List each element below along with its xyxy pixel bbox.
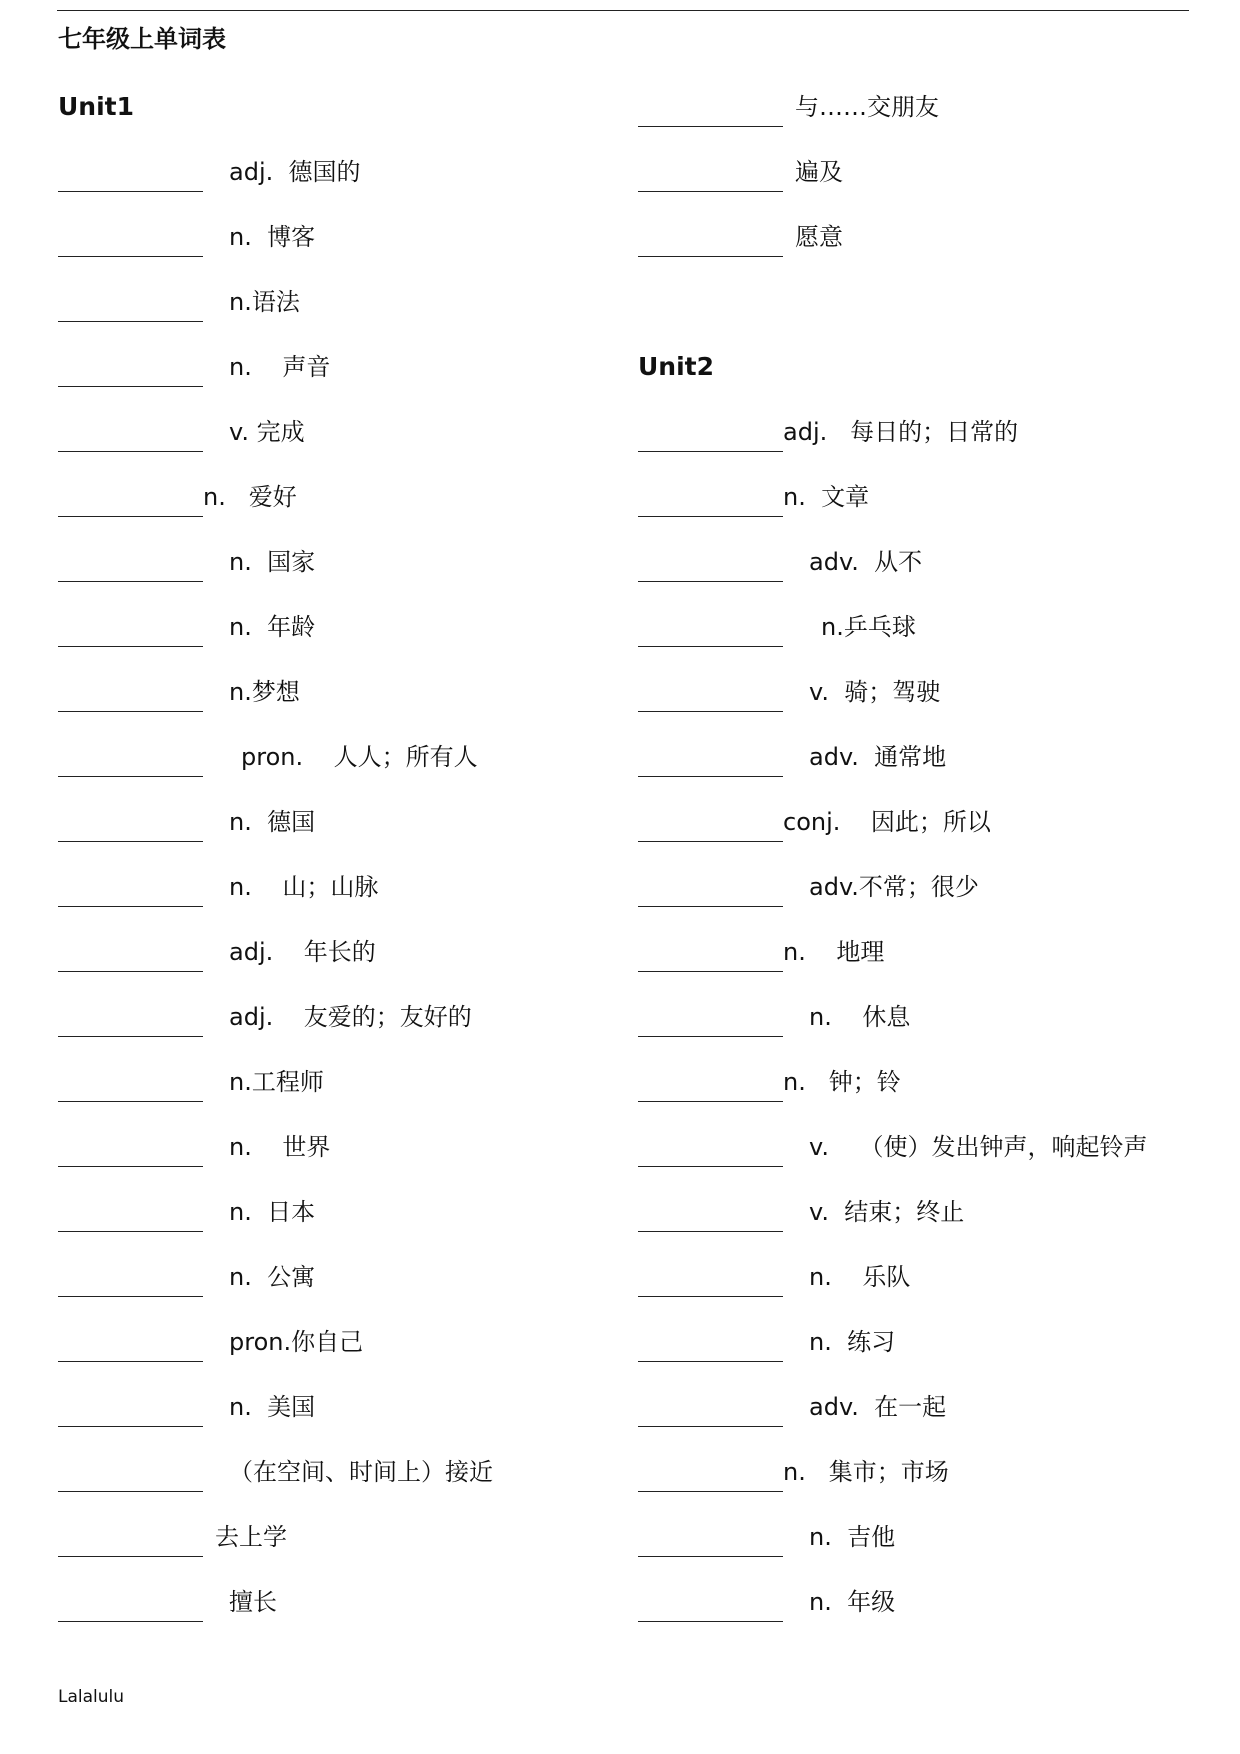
answer-blank[interactable] xyxy=(58,163,203,192)
answer-blank[interactable] xyxy=(638,683,783,712)
vocab-row xyxy=(58,1374,618,1439)
answer-blank[interactable] xyxy=(638,1463,783,1492)
answer-blank[interactable] xyxy=(58,1333,203,1362)
answer-blank[interactable] xyxy=(58,228,203,257)
word-meaning: adj. 每日的；日常的 xyxy=(783,417,1019,446)
vocab-row xyxy=(638,399,1198,464)
answer-blank[interactable] xyxy=(58,748,203,777)
vocab-row xyxy=(58,399,618,464)
vocab-row xyxy=(638,1439,1198,1504)
vocab-row xyxy=(638,724,1198,789)
vocab-row xyxy=(58,1309,618,1374)
answer-blank[interactable] xyxy=(638,748,783,777)
answer-blank[interactable] xyxy=(58,1073,203,1102)
word-meaning: （在空间、时间上）接近 xyxy=(229,1457,493,1486)
word-meaning: n. 博客 xyxy=(229,222,316,251)
vocab-row xyxy=(58,1244,618,1309)
word-meaning: n.乒乓球 xyxy=(821,612,916,641)
answer-blank[interactable] xyxy=(58,1268,203,1297)
answer-blank[interactable] xyxy=(58,813,203,842)
footer-text: Lalalulu xyxy=(58,1687,125,1707)
word-meaning: adj. 友爱的；友好的 xyxy=(229,1002,472,1031)
vocab-row xyxy=(58,529,618,594)
page-title: 七年级上单词表 xyxy=(58,25,226,53)
vocab-row xyxy=(638,74,1198,139)
word-meaning: n. 集市；市场 xyxy=(783,1457,949,1486)
answer-blank[interactable] xyxy=(638,1593,783,1622)
word-meaning: n. 文章 xyxy=(783,482,870,511)
vocab-row xyxy=(58,334,618,399)
vocab-row xyxy=(638,659,1198,724)
vocab-row xyxy=(638,139,1198,204)
word-meaning: 愿意 xyxy=(795,222,843,251)
vocab-row xyxy=(58,984,618,1049)
vocab-row xyxy=(58,1049,618,1114)
vocab-row xyxy=(58,1569,618,1634)
word-meaning: n. 地理 xyxy=(783,937,885,966)
vocab-row xyxy=(58,464,618,529)
answer-blank[interactable] xyxy=(638,1138,783,1167)
answer-blank[interactable] xyxy=(638,488,783,517)
word-meaning: n. 爱好 xyxy=(203,482,297,511)
answer-blank[interactable] xyxy=(58,618,203,647)
answer-blank[interactable] xyxy=(58,1008,203,1037)
unit1-heading: Unit1 xyxy=(58,91,135,121)
answer-blank[interactable] xyxy=(58,1398,203,1427)
word-meaning: n. 吉他 xyxy=(809,1522,896,1551)
word-meaning: adv. 在一起 xyxy=(809,1392,947,1421)
word-meaning: n. 练习 xyxy=(809,1327,896,1356)
vocab-row xyxy=(638,854,1198,919)
vocab-row xyxy=(58,204,618,269)
vocab-row xyxy=(638,1049,1198,1114)
top-rule xyxy=(57,10,1189,11)
vocab-row xyxy=(638,1569,1198,1634)
word-meaning: v. 完成 xyxy=(229,417,305,446)
vocab-row xyxy=(58,1114,618,1179)
left-column xyxy=(58,74,618,1634)
answer-blank[interactable] xyxy=(58,1203,203,1232)
answer-blank[interactable] xyxy=(638,618,783,647)
answer-blank[interactable] xyxy=(638,98,783,127)
word-meaning: adv.不常；很少 xyxy=(809,872,979,901)
vocab-row xyxy=(58,1439,618,1504)
vocab-row xyxy=(638,1114,1198,1179)
vocab-row xyxy=(638,984,1198,1049)
vocab-row xyxy=(638,204,1198,269)
vocab-row xyxy=(58,269,618,334)
word-meaning: pron. 人人；所有人 xyxy=(241,742,478,771)
answer-blank[interactable] xyxy=(638,813,783,842)
right-column xyxy=(638,74,1198,1634)
word-meaning: v. 结束；终止 xyxy=(809,1197,965,1226)
answer-blank[interactable] xyxy=(58,878,203,907)
unit2-heading-row xyxy=(638,334,1198,399)
vocab-row xyxy=(58,919,618,984)
answer-blank[interactable] xyxy=(638,1333,783,1362)
vocab-row xyxy=(58,1179,618,1244)
word-meaning: 与……交朋友 xyxy=(795,92,939,121)
word-meaning: adj. 年长的 xyxy=(229,937,376,966)
word-meaning: pron.你自己 xyxy=(229,1327,364,1356)
answer-blank[interactable] xyxy=(58,488,203,517)
answer-blank[interactable] xyxy=(638,1008,783,1037)
answer-blank[interactable] xyxy=(58,1138,203,1167)
vocab-row xyxy=(638,789,1198,854)
word-meaning: 遍及 xyxy=(795,157,843,186)
word-meaning: n. 休息 xyxy=(809,1002,911,1031)
word-meaning: n.语法 xyxy=(229,287,300,316)
answer-blank[interactable] xyxy=(58,293,203,322)
vocab-row xyxy=(638,1244,1198,1309)
answer-blank[interactable] xyxy=(638,1203,783,1232)
answer-blank[interactable] xyxy=(58,1593,203,1622)
vocab-row xyxy=(638,464,1198,529)
answer-blank[interactable] xyxy=(638,878,783,907)
vocab-row xyxy=(638,529,1198,594)
vocab-row xyxy=(638,919,1198,984)
answer-blank[interactable] xyxy=(638,553,783,582)
answer-blank[interactable] xyxy=(58,358,203,387)
answer-blank[interactable] xyxy=(638,163,783,192)
word-meaning: n. 年龄 xyxy=(229,612,316,641)
vocab-row xyxy=(638,1179,1198,1244)
word-meaning: n. 山；山脉 xyxy=(229,872,379,901)
answer-blank[interactable] xyxy=(638,1398,783,1427)
vocab-row xyxy=(58,789,618,854)
word-meaning: v. （使）发出钟声，响起铃声 xyxy=(809,1132,1148,1161)
answer-blank[interactable] xyxy=(638,1268,783,1297)
answer-blank[interactable] xyxy=(638,1073,783,1102)
answer-blank[interactable] xyxy=(58,1463,203,1492)
unit2-heading: Unit2 xyxy=(638,351,715,381)
word-meaning: n.梦想 xyxy=(229,677,300,706)
word-meaning: 擅长 xyxy=(229,1587,277,1616)
word-meaning: n. 钟；铃 xyxy=(783,1067,901,1096)
vocab-row xyxy=(58,594,618,659)
word-meaning: n. 美国 xyxy=(229,1392,316,1421)
word-meaning: conj. 因此；所以 xyxy=(783,807,991,836)
word-meaning: n. 公寓 xyxy=(229,1262,316,1291)
word-meaning: n. 乐队 xyxy=(809,1262,911,1291)
answer-blank[interactable] xyxy=(638,423,783,452)
answer-blank[interactable] xyxy=(58,423,203,452)
word-meaning: n. 国家 xyxy=(229,547,316,576)
vocab-row xyxy=(638,1374,1198,1439)
vocab-row xyxy=(58,724,618,789)
word-meaning: n. 世界 xyxy=(229,1132,331,1161)
word-meaning: n. 年级 xyxy=(809,1587,896,1616)
answer-blank[interactable] xyxy=(58,683,203,712)
word-meaning: 去上学 xyxy=(215,1522,287,1551)
answer-blank[interactable] xyxy=(638,943,783,972)
word-meaning: adv. 从不 xyxy=(809,547,923,576)
word-meaning: n. 德国 xyxy=(229,807,316,836)
answer-blank[interactable] xyxy=(58,553,203,582)
spacer-row xyxy=(638,269,1198,334)
word-meaning: n. 日本 xyxy=(229,1197,316,1226)
word-meaning: v. 骑；驾驶 xyxy=(809,677,941,706)
word-meaning: n.工程师 xyxy=(229,1067,324,1096)
answer-blank[interactable] xyxy=(58,943,203,972)
word-meaning: adv. 通常地 xyxy=(809,742,947,771)
word-meaning: n. 声音 xyxy=(229,352,331,381)
vocab-row xyxy=(638,1309,1198,1374)
vocab-row xyxy=(58,1504,618,1569)
vocab-row xyxy=(58,139,618,204)
word-meaning: adj. 德国的 xyxy=(229,157,361,186)
vocab-row xyxy=(58,659,618,724)
vocab-row xyxy=(638,594,1198,659)
answer-blank[interactable] xyxy=(638,228,783,257)
answer-blank[interactable] xyxy=(638,1528,783,1557)
vocab-row xyxy=(58,854,618,919)
vocab-row xyxy=(638,1504,1198,1569)
unit1-heading-row xyxy=(58,74,618,139)
answer-blank[interactable] xyxy=(58,1528,203,1557)
